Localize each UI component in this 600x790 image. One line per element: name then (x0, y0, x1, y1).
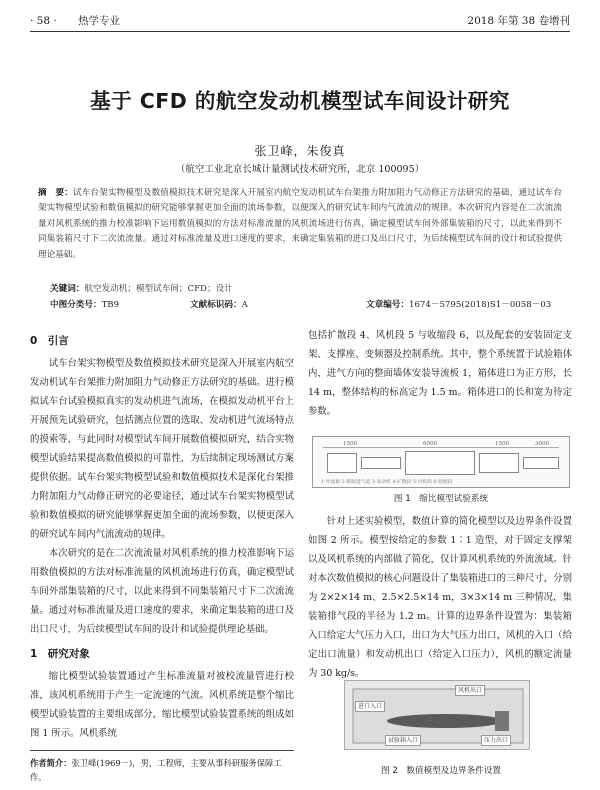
paper-title: 基于 CFD 的航空发动机模型试车间设计研究 (90, 89, 510, 113)
figure-1-dim-3: 1500 (495, 441, 509, 447)
section-1-paragraph-1: 缩比模型试验装置通过产生标准流量对被校流量管进行校准，该风机系统用于产生一定流速的气流。风机系统是整个缩比模型试验装置的主要组成部分，缩比模型试验装置系统的组成如图 1 所示。风机系统 (30, 671, 294, 739)
abstract-label: 摘 要： (38, 188, 73, 198)
section-1-paragraph-2: 针对上述实验模型，数值计算的简化模型以及边界条件设置如图 2 所示。模型按给定的参数 1∶1 造型，对于固定支撑架以及风机系统的内部做了简化，仅计算风机系统的外流流域。针对本次数值模拟的核心问题设计了集装箱进口的三种尺寸，分别为 2×2×14 m、2.5×2.5×14 m，3×3×14 m 三种情况，集装箱排气段的半径为 1.2 m。计算的边界条件设置为：集装箱入口给定大气压力入口，出口为大气压力出口，风机的入口（给定出口流量）和发动机出口（给定入口压力），风机的额定流量为 30 kg/s。 (308, 516, 572, 679)
article-number-label: 文章编号： (366, 300, 409, 310)
classification-line (50, 298, 562, 312)
footnote-text: 张卫峰(1969－)，男，工程师，主要从事科研服务保障工作。 (30, 758, 282, 782)
figure-1-dim-2: 6000 (423, 441, 437, 447)
keywords (50, 282, 562, 296)
intro-paragraph-2: 本次研究的是在二次流流量对风机系统的推力校准影响下运用数值模拟的方法对标准流量的风机流场进行仿真，确定模型试车间外部集装箱的尺寸，以此来得到不同集装箱尺寸下二次流流量。通过对标准流量及进口速度的要求，来确定集装箱的进口及出口尺寸，为后续模型试车间的设计和试验提供理论基础。 (30, 548, 294, 635)
figure-2-model (344, 680, 530, 750)
figure-2-caption: 图 2 数值模型及边界条件设置 (381, 766, 501, 776)
intro-heading: 0 引言 (30, 335, 69, 347)
figure-1-caption: 图 1 缩比模型试验系统 (393, 494, 489, 504)
keywords-label: 关键词： (50, 284, 85, 294)
figure-1-dim-4: 3000 (535, 441, 549, 447)
figure-1-dim-1: 1500 (343, 441, 357, 447)
page-number: · 58 · (30, 15, 57, 27)
left-column (30, 326, 294, 743)
right-column-lower (308, 512, 572, 683)
figure-2-fan-housing (495, 711, 509, 731)
paper-affiliation: （航空工业北京长城计量测试技术研究所，北京 100095） (175, 164, 425, 175)
doc-code-value: A (241, 300, 248, 310)
abstract (38, 186, 562, 263)
abstract-text: 试车台架实物模型及数值模拟技术研究是深入开展室内航空发动机试车台架推力附加阻力气动修正方法研究的基础，通过试车台架实物模型试验和数值模拟的研究能够掌握更加全面的流场参数，以便深入的研究试车间内气流流动的规律。本次研究内容是在二次流流量对风机系统的推力校准影响下运用数值模拟的方法对标准流量的风机流场进行仿真，确定模型试车间外部集装箱的尺寸，以此来得到不同集装箱尺寸下二次流流量。通过对标准流量及进口速度的要求，来确定集装箱的进口及出口尺寸，为后续模型试车间的设计和试验提供理论基础。 (38, 188, 562, 260)
figure-2-label-3: 试验箱入口 (385, 735, 421, 746)
author-footnote (30, 750, 294, 784)
figure-2-label-1: 风机出口 (455, 685, 485, 696)
section-1-paragraph-1-continued: 包括扩散段 4、风机段 5 与收缩段 6，以及配套的安装固定支架、支撑座、变频器及控制系统。其中，整个系统置于试验箱体内，进气方向的整面墙体安装导流板 1，箱体进口为正方形，长 14 m，整体结构的标高定为 1.5 m。箱体进口的长和宽为待定参数。 (308, 330, 572, 417)
clc-value: TB9 (101, 300, 120, 310)
right-column (308, 326, 572, 421)
footnote-label: 作者简介： (30, 758, 72, 768)
running-head (30, 14, 570, 32)
figure-2-engine-body (387, 714, 503, 728)
figure-1-fan-section (479, 453, 519, 473)
journal-section: 热学专业 (78, 15, 121, 27)
figure-2-label-4: 压力出口 (481, 735, 511, 746)
figure-1-engine (361, 457, 401, 469)
figure-1-dimension-line (323, 447, 559, 448)
paper-authors: 张卫峰，朱俊真 (254, 144, 346, 158)
figure-1-diffuser (405, 451, 475, 475)
keywords-text: 航空发动机；模型试车间；CFD；设计 (84, 284, 233, 294)
clc-label: 中图分类号： (50, 300, 102, 310)
figure-2-label-2: 进口入口 (355, 701, 385, 712)
article-number-value: 1674－5795(2018)S1－0058－03 (408, 300, 552, 310)
figure-1-contraction (523, 457, 559, 469)
figure-1-diagram (312, 436, 570, 488)
figure-1-inlet (327, 453, 357, 473)
doc-code-label: 文献标识码： (190, 300, 242, 310)
journal-issue: 2018 年第 38 卷增刊 (467, 15, 570, 27)
section-1-heading: 1 研究对象 (30, 648, 90, 660)
intro-paragraph-1: 试车台架实物模型及数值模拟技术研究是深入开展室内航空发动机试车台架推力附加阻力气动修正方法研究的基础。进行模拟试车台试验模拟真实的发动机进气流场，在模拟发动机平台上开展预先试验研究，包括测点位置的选取、发动机进气流场特点的摸索等，与此同时对模型试车间开展数值模拟研究，结合实物模型试验结果提高数值模拟的可靠性，为后续制定现场测试方案提供依据。试车台架实物模型试验和数值模拟技术是深化台架推力附加阻力气动修正研究的必要途径，通过试车台架实物模型试验和数值模拟的研究能够掌握更加全面的流场参数，以便更深入的研究试车间内气流流动的规律。 (30, 358, 294, 540)
figure-1-labels: 1-导流板 2-模拟进气道 3-发动机 4-扩散段 5-风机段 6-收缩段 (321, 480, 453, 485)
